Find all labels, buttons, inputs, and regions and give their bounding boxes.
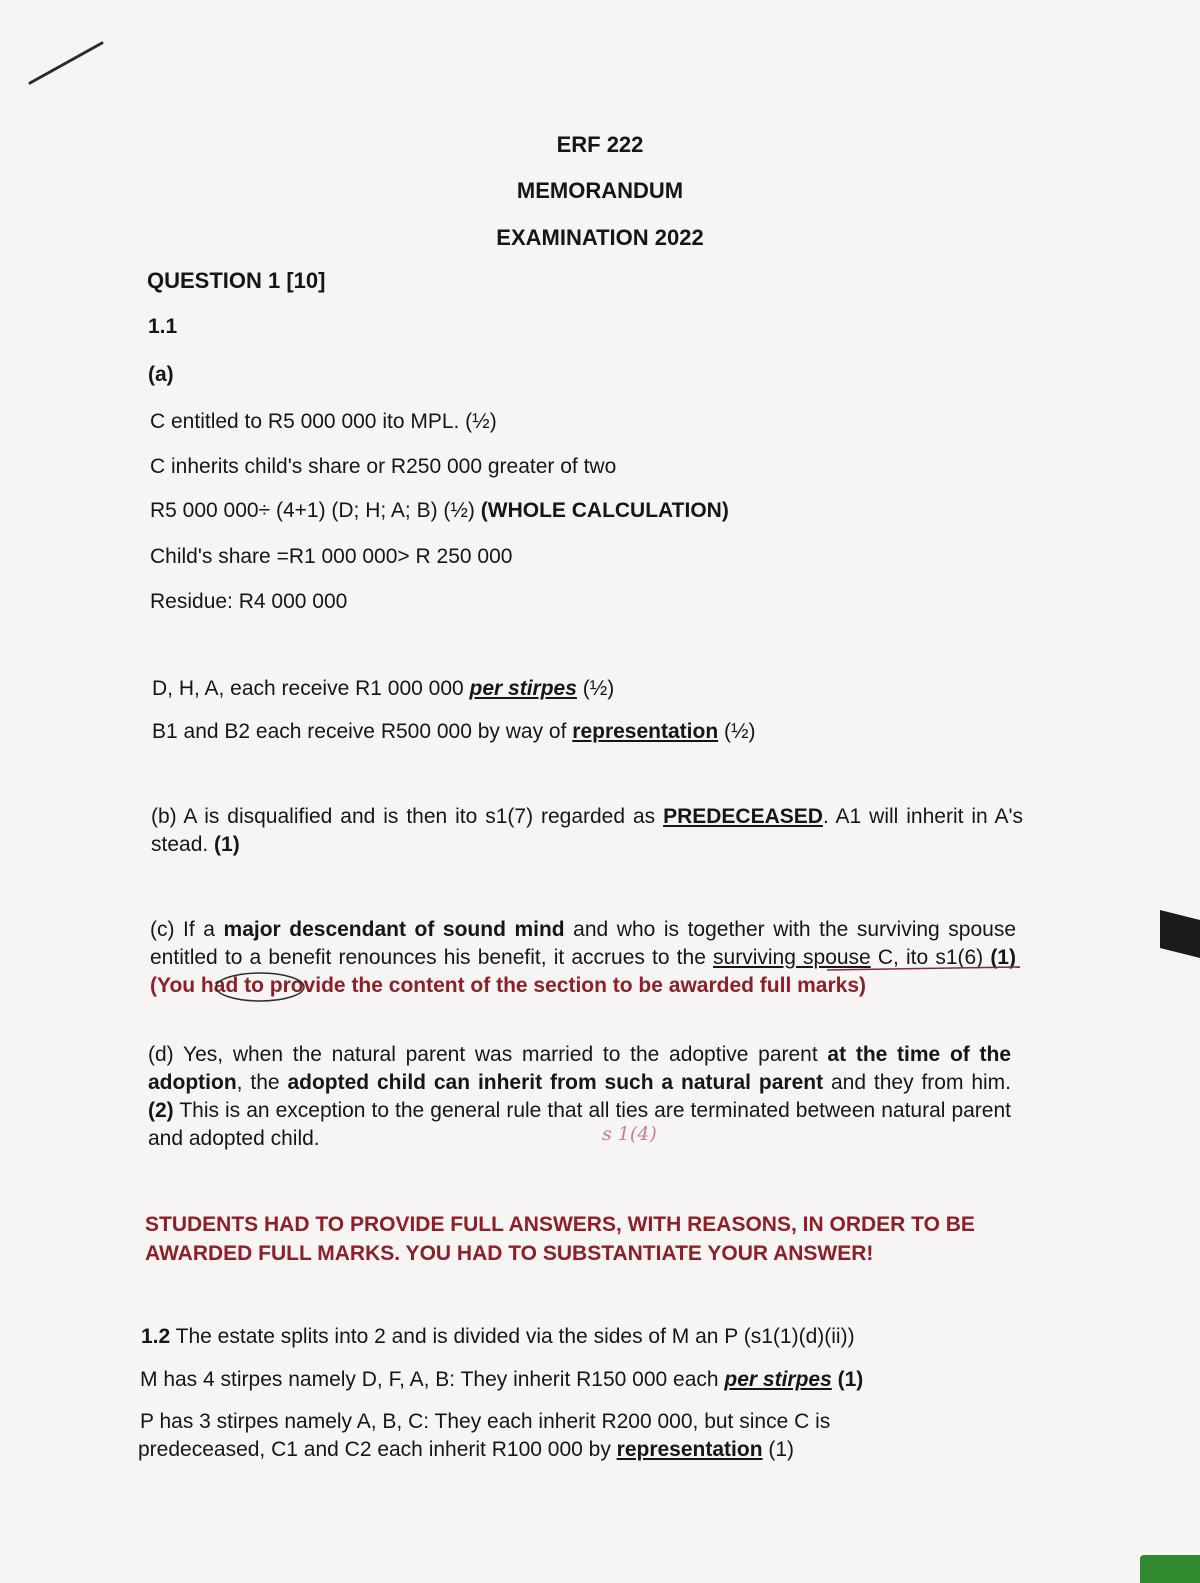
- part-a-line-7: B1 and B2 each receive R500 000 by way of representation (½): [152, 720, 756, 743]
- q1-2-line-1: 1.2 The estate splits into 2 and is divided via the sides of M an P (s1(1)(d)(ii)): [141, 1325, 855, 1348]
- green-tab-mark: [1140, 1555, 1200, 1583]
- q1-2-line-4: predeceased, C1 and C2 each inherit R100 000 by representation (1): [138, 1438, 795, 1461]
- part-a-label: (a): [148, 363, 174, 386]
- full-answers-notice: STUDENTS HAD TO PROVIDE FULL ANSWERS, WITH REASONS, IN ORDER TO BE AWARDED FULL MARKS. YOU HAD TO SUBSTANTIATE YOUR ANSWER!: [145, 1213, 975, 1265]
- section-circle-annotation: [208, 970, 318, 1006]
- part-c-answer: (c) If a major descendant of sound mind and who is together with the surviving spouse entitled to a benefit renounces his benefit, it accrues to the surviving spouse C, ito s1(6) (1)(You had to provide the content of the section to be awarded full marks): [150, 918, 1017, 997]
- part-a-line-1: C entitled to R5 000 000 ito MPL. (½): [150, 410, 497, 433]
- handwritten-annotation: s 1(4): [602, 1123, 657, 1145]
- part-a-line-6: D, H, A, each receive R1 000 000 per stirpes (½): [152, 677, 615, 700]
- q1-2-line-3: P has 3 stirpes namely A, B, C: They each inherit R200 000, but since C is: [140, 1410, 831, 1433]
- surviving-spouse-underline: [825, 962, 1025, 974]
- course-code: ERF 222: [556, 132, 644, 157]
- exam-title: EXAMINATION 2022: [496, 225, 704, 250]
- pen-stroke-mark: [20, 35, 110, 90]
- part-a-line-4: Child's share =R1 000 000> R 250 000: [150, 545, 513, 568]
- part-d-answer: (d) Yes, when the natural parent was married to the adoptive parent at the time of the adoption, the adopted child can inherit from such a natural parent and they from him. (2) This is an exception to the general rule that all ties are terminated between natural parent and adopted child.: [148, 1043, 1012, 1150]
- subquestion-number: 1.1: [148, 315, 178, 338]
- part-b-answer: (b) A is disqualified and is then ito s1(7) regarded as PREDECEASED. A1 will inherit in A's stead. (1): [151, 805, 1023, 856]
- question-title: QUESTION 1 [10]: [147, 268, 326, 293]
- part-a-line-5: Residue: R4 000 000: [150, 590, 348, 613]
- part-a-line-2: C inherits child's share or R250 000 greater of two: [150, 455, 617, 478]
- document-type: MEMORANDUM: [516, 178, 684, 203]
- part-a-line-3: R5 000 000÷ (4+1) (D; H; A; B) (½) (WHOLE CALCULATION): [150, 499, 729, 522]
- q1-2-line-2: M has 4 stirpes namely D, F, A, B: They inherit R150 000 each per stirpes (1): [140, 1368, 864, 1391]
- binder-clip-mark: [1160, 910, 1200, 958]
